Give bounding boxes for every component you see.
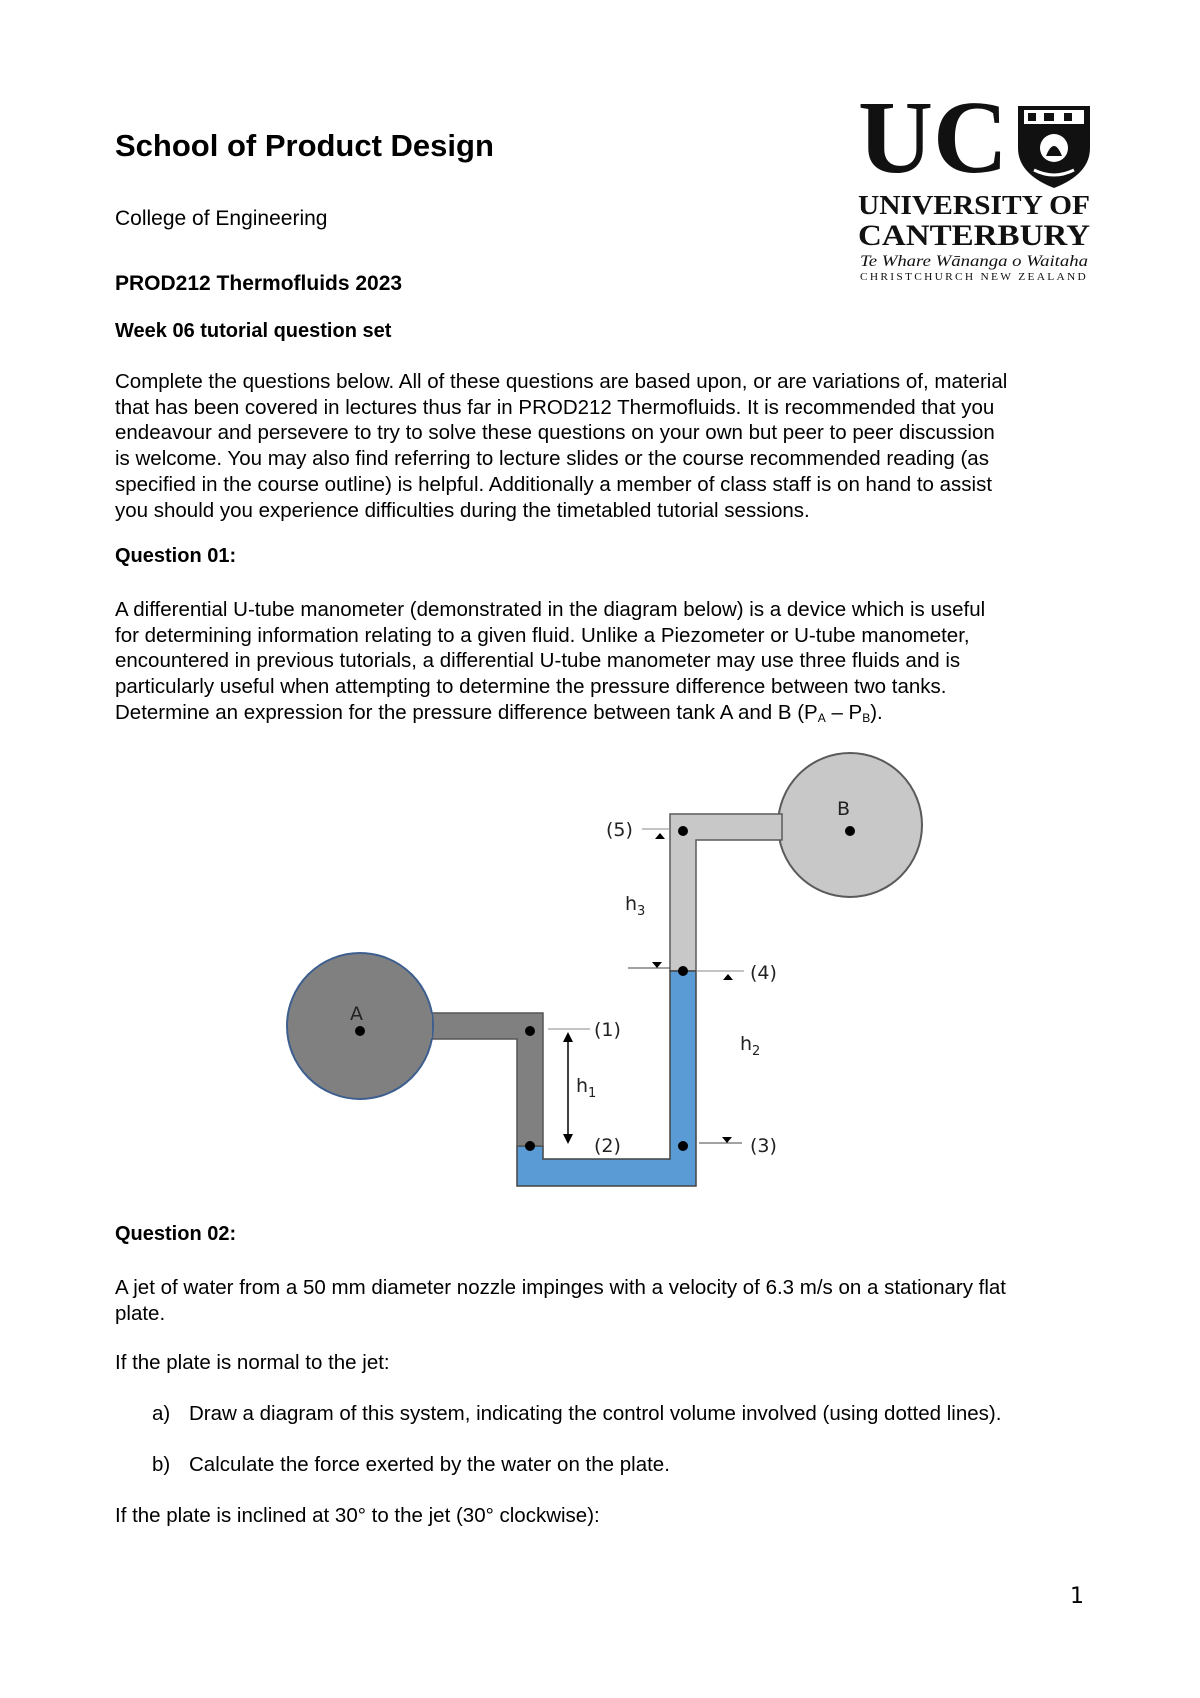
pipe-fluid-b xyxy=(670,814,782,971)
page-title: School of Product Design xyxy=(115,128,494,163)
point-b-dot xyxy=(845,826,855,836)
crest-icon xyxy=(1018,106,1090,188)
point-1-dot xyxy=(525,1026,535,1036)
manometer-diagram xyxy=(0,740,1200,1200)
point-a-dot xyxy=(355,1026,365,1036)
course-title: PROD212 Thermofluids 2023 xyxy=(115,272,403,295)
label-h1: $h_1$ xyxy=(576,1075,597,1101)
q1-last-line-start: Determine an expression for the pressure difference between tank A and B (P xyxy=(115,700,818,724)
question-1-heading: Question 01: xyxy=(115,545,237,567)
label-tank-a: A xyxy=(350,1003,363,1025)
logo-maori-name: Te Whare Wānanga o Waitaha xyxy=(860,253,1088,270)
tutorial-title: Week 06 tutorial question set xyxy=(115,320,392,342)
intro-line: Complete the questions below. All of these questions are based upon, or are variations of, material xyxy=(115,370,1008,393)
intro-line: is welcome. You may also find referring to lecture slides or the course recommended reading (as xyxy=(115,447,989,471)
label-point-1: (1) xyxy=(594,1019,621,1041)
university-logo xyxy=(858,96,1092,286)
label-h3: $h_3$ xyxy=(625,893,646,919)
tank-b xyxy=(778,753,922,897)
q1-line: for determining information relating to a given fluid. Unlike a Piezometer or U-tube manometer, xyxy=(115,623,970,647)
subscript-b: B xyxy=(862,710,871,725)
question-1-text xyxy=(115,597,1115,732)
list-item xyxy=(152,1402,1001,1426)
logo-city: CHRISTCHURCH NEW ZEALAND xyxy=(860,272,1088,283)
inclined-case-text: If the plate is inclined at 30° to the jet (30° clockwise): xyxy=(115,1504,600,1527)
item-text: Draw a diagram of this system, indicating the control volume involved (using dotted lines). xyxy=(189,1402,1002,1425)
q1-last-line-end: ). xyxy=(870,700,883,724)
intro-line: specified in the course outline) is helpful. Additionally a member of class staff is on hand to assist xyxy=(115,472,993,496)
question-2-heading: Question 02: xyxy=(115,1223,237,1245)
subscript-a: A xyxy=(817,710,826,725)
intro-paragraph xyxy=(115,369,1115,523)
q2-line: plate. xyxy=(115,1301,166,1325)
q1-line: encountered in previous tutorials, a differential U-tube manometer may use three fluids and is xyxy=(115,649,961,673)
intro-line: that has been covered in lectures thus far in PROD212 Thermofluids. It is recommended that you xyxy=(115,395,995,419)
q2-line: A jet of water from a 50 mm diameter nozzle impinges with a velocity of 6.3 m/s on a stationary flat xyxy=(115,1276,1006,1299)
normal-case-text: If the plate is normal to the jet: xyxy=(115,1351,390,1374)
college-name: College of Engineering xyxy=(115,207,328,230)
intro-line: you should you experience difficulties during the timetabled tutorial sessions. xyxy=(115,498,810,522)
label-point-2: (2) xyxy=(594,1135,621,1157)
label-point-5: (5) xyxy=(606,819,633,841)
point-5-dot xyxy=(678,826,688,836)
point-3-dot xyxy=(678,1141,688,1151)
list-item xyxy=(152,1453,670,1477)
label-point-4: (4) xyxy=(750,962,777,984)
point-4-dot xyxy=(678,966,688,976)
item-label: a) xyxy=(152,1402,171,1425)
label-tank-b: B xyxy=(837,798,851,820)
intro-line: endeavour and persevere to try to solve these questions on your own but peer to peer discussion xyxy=(115,421,995,445)
q1-line: A differential U-tube manometer (demonstrated in the diagram below) is a device which is useful xyxy=(115,598,986,621)
question-2-text xyxy=(115,1275,1115,1326)
q1-line: particularly useful when attempting to determine the pressure difference between two tanks. xyxy=(115,675,947,699)
label-point-3: (3) xyxy=(750,1135,777,1157)
q1-dash: – P xyxy=(825,700,863,724)
point-2-dot xyxy=(525,1141,535,1151)
label-h2: $h_2$ xyxy=(740,1033,761,1059)
logo-letters: UC xyxy=(858,96,1008,195)
logo-canterbury: CANTERBURY xyxy=(858,219,1091,252)
page-number: 1 xyxy=(1070,1584,1084,1609)
item-text: Calculate the force exerted by the water on the plate. xyxy=(189,1453,670,1476)
logo-university-of: UNIVERSITY OF xyxy=(858,190,1090,220)
q1-last-line xyxy=(115,700,1115,732)
item-label: b) xyxy=(152,1453,171,1476)
